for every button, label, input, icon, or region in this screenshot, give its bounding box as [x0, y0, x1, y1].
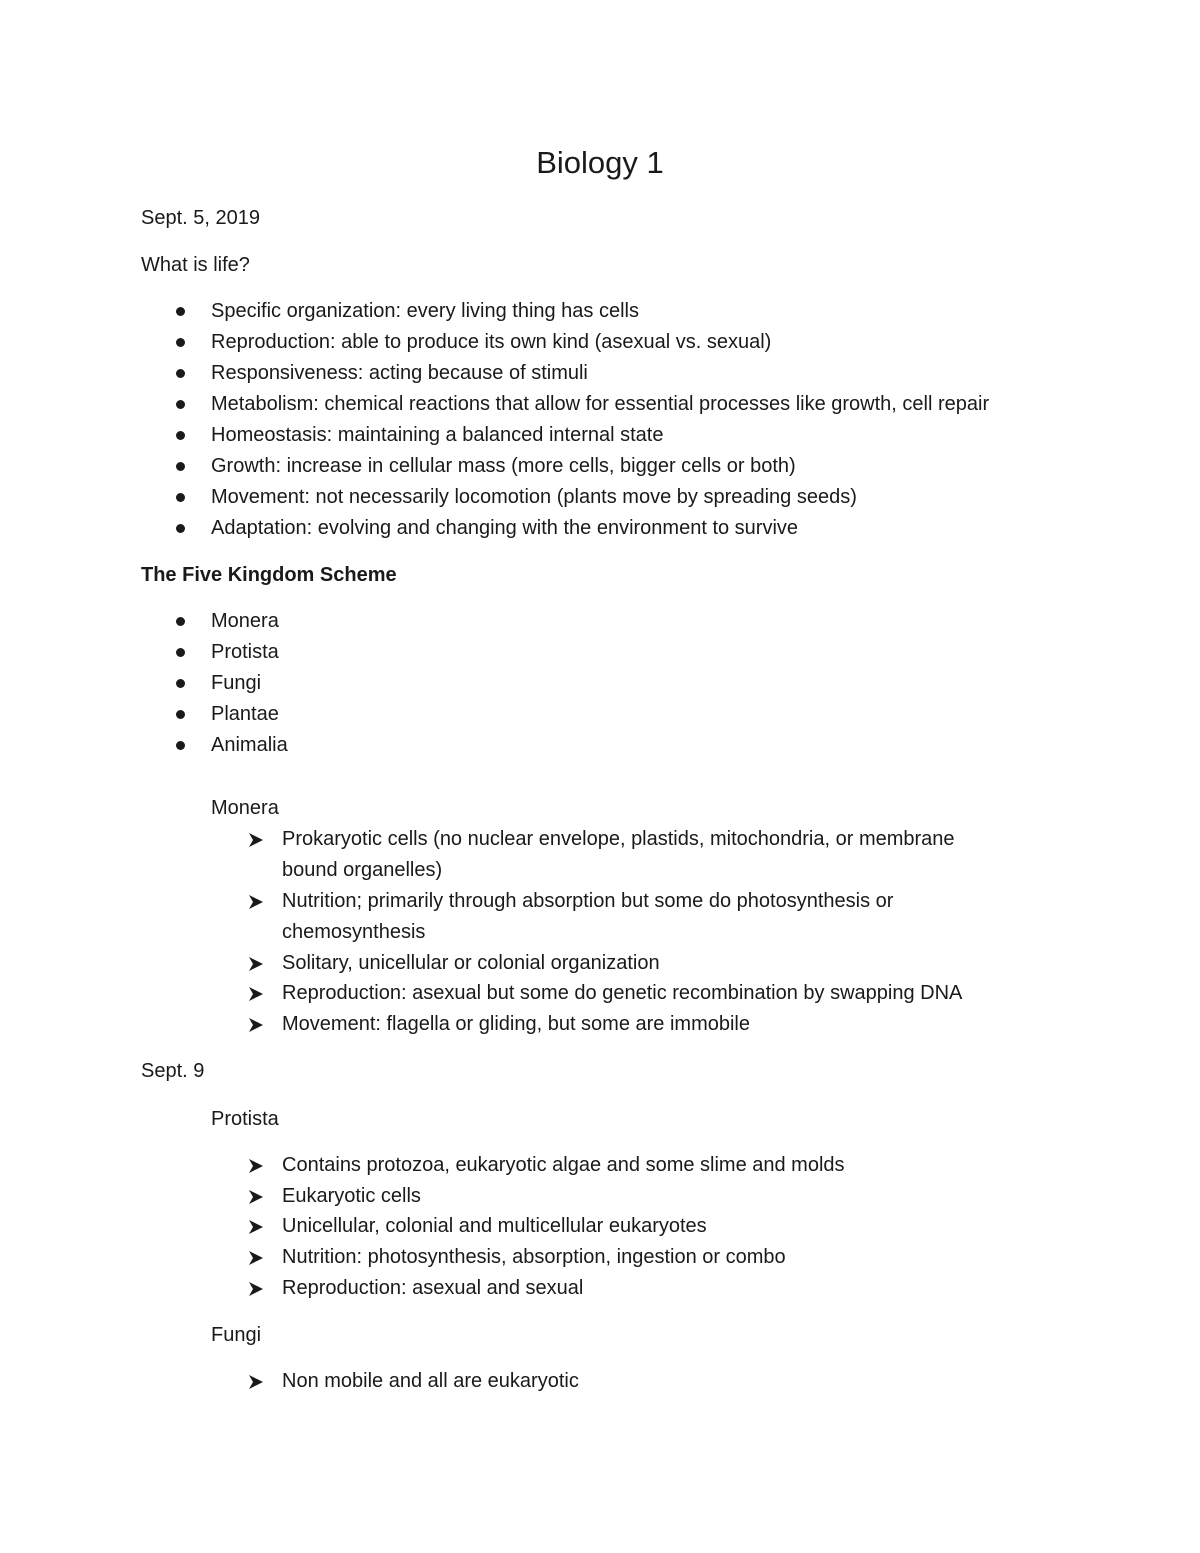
monera-heading: Monera [211, 797, 279, 819]
arrow-bullet-icon [247, 1373, 265, 1391]
kingdom-scheme-heading: The Five Kingdom Scheme [141, 564, 397, 586]
bullet-icon [176, 710, 185, 719]
question-heading: What is life? [141, 254, 250, 276]
list-item: Specific organization: every living thing has cells [211, 300, 639, 322]
bullet-icon [176, 679, 185, 688]
bullet-icon [176, 648, 185, 657]
arrow-bullet-icon [247, 1016, 265, 1034]
document-title: Biology 1 [536, 145, 664, 180]
bullet-icon [176, 400, 185, 409]
list-item: Monera [211, 610, 279, 632]
list-item: Protista [211, 641, 279, 663]
arrow-bullet-icon [247, 1280, 265, 1298]
list-item: Growth: increase in cellular mass (more cells, bigger cells or both) [211, 455, 796, 477]
list-item: Non mobile and all are eukaryotic [282, 1370, 579, 1392]
list-item: Unicellular, colonial and multicellular eukaryotes [282, 1215, 707, 1237]
arrow-bullet-icon [247, 1188, 265, 1206]
list-item: Solitary, unicellular or colonial organization [282, 952, 660, 974]
list-item: Plantae [211, 703, 279, 725]
arrow-bullet-icon [247, 985, 265, 1003]
list-item: Homeostasis: maintaining a balanced internal state [211, 424, 664, 446]
bullet-icon [176, 741, 185, 750]
bullet-icon [176, 524, 185, 533]
arrow-bullet-icon [247, 893, 265, 911]
list-item: Movement: flagella or gliding, but some are immobile [282, 1013, 750, 1035]
list-item: Adaptation: evolving and changing with the environment to survive [211, 517, 799, 539]
fungi-heading: Fungi [211, 1324, 262, 1346]
list-item: Movement: not necessarily locomotion (plants move by spreading seeds) [211, 486, 857, 508]
list-item: Reproduction: able to produce its own kind (asexual vs. sexual) [211, 331, 772, 353]
list-item: Fungi [211, 672, 262, 694]
list-item-continuation: bound organelles) [282, 859, 443, 881]
date-heading-sept-9: Sept. 9 [141, 1060, 205, 1082]
date-heading-sept-5: Sept. 5, 2019 [141, 207, 260, 229]
list-item: Prokaryotic cells (no nuclear envelope, plastids, mitochondria, or membrane [282, 828, 955, 850]
bullet-icon [176, 617, 185, 626]
bullet-icon [176, 493, 185, 502]
list-item: Metabolism: chemical reactions that allow for essential processes like growth, cell repair [211, 393, 990, 415]
bullet-icon [176, 462, 185, 471]
arrow-bullet-icon [247, 1249, 265, 1267]
list-item-continuation: chemosynthesis [282, 921, 426, 943]
list-item: Nutrition: photosynthesis, absorption, ingestion or combo [282, 1246, 786, 1268]
protista-heading: Protista [211, 1108, 279, 1130]
list-item: Contains protozoa, eukaryotic algae and some slime and molds [282, 1154, 845, 1176]
list-item: Responsiveness: acting because of stimuli [211, 362, 588, 384]
bullet-icon [176, 431, 185, 440]
list-item: Reproduction: asexual and sexual [282, 1277, 584, 1299]
arrow-bullet-icon [247, 1218, 265, 1236]
arrow-bullet-icon [247, 955, 265, 973]
list-item: Nutrition; primarily through absorption but some do photosynthesis or [282, 890, 894, 912]
bullet-icon [176, 307, 185, 316]
list-item: Eukaryotic cells [282, 1185, 421, 1207]
arrow-bullet-icon [247, 1157, 265, 1175]
arrow-bullet-icon [247, 831, 265, 849]
bullet-icon [176, 338, 185, 347]
list-item: Animalia [211, 734, 288, 756]
list-item: Reproduction: asexual but some do genetic recombination by swapping DNA [282, 982, 963, 1004]
bullet-icon [176, 369, 185, 378]
